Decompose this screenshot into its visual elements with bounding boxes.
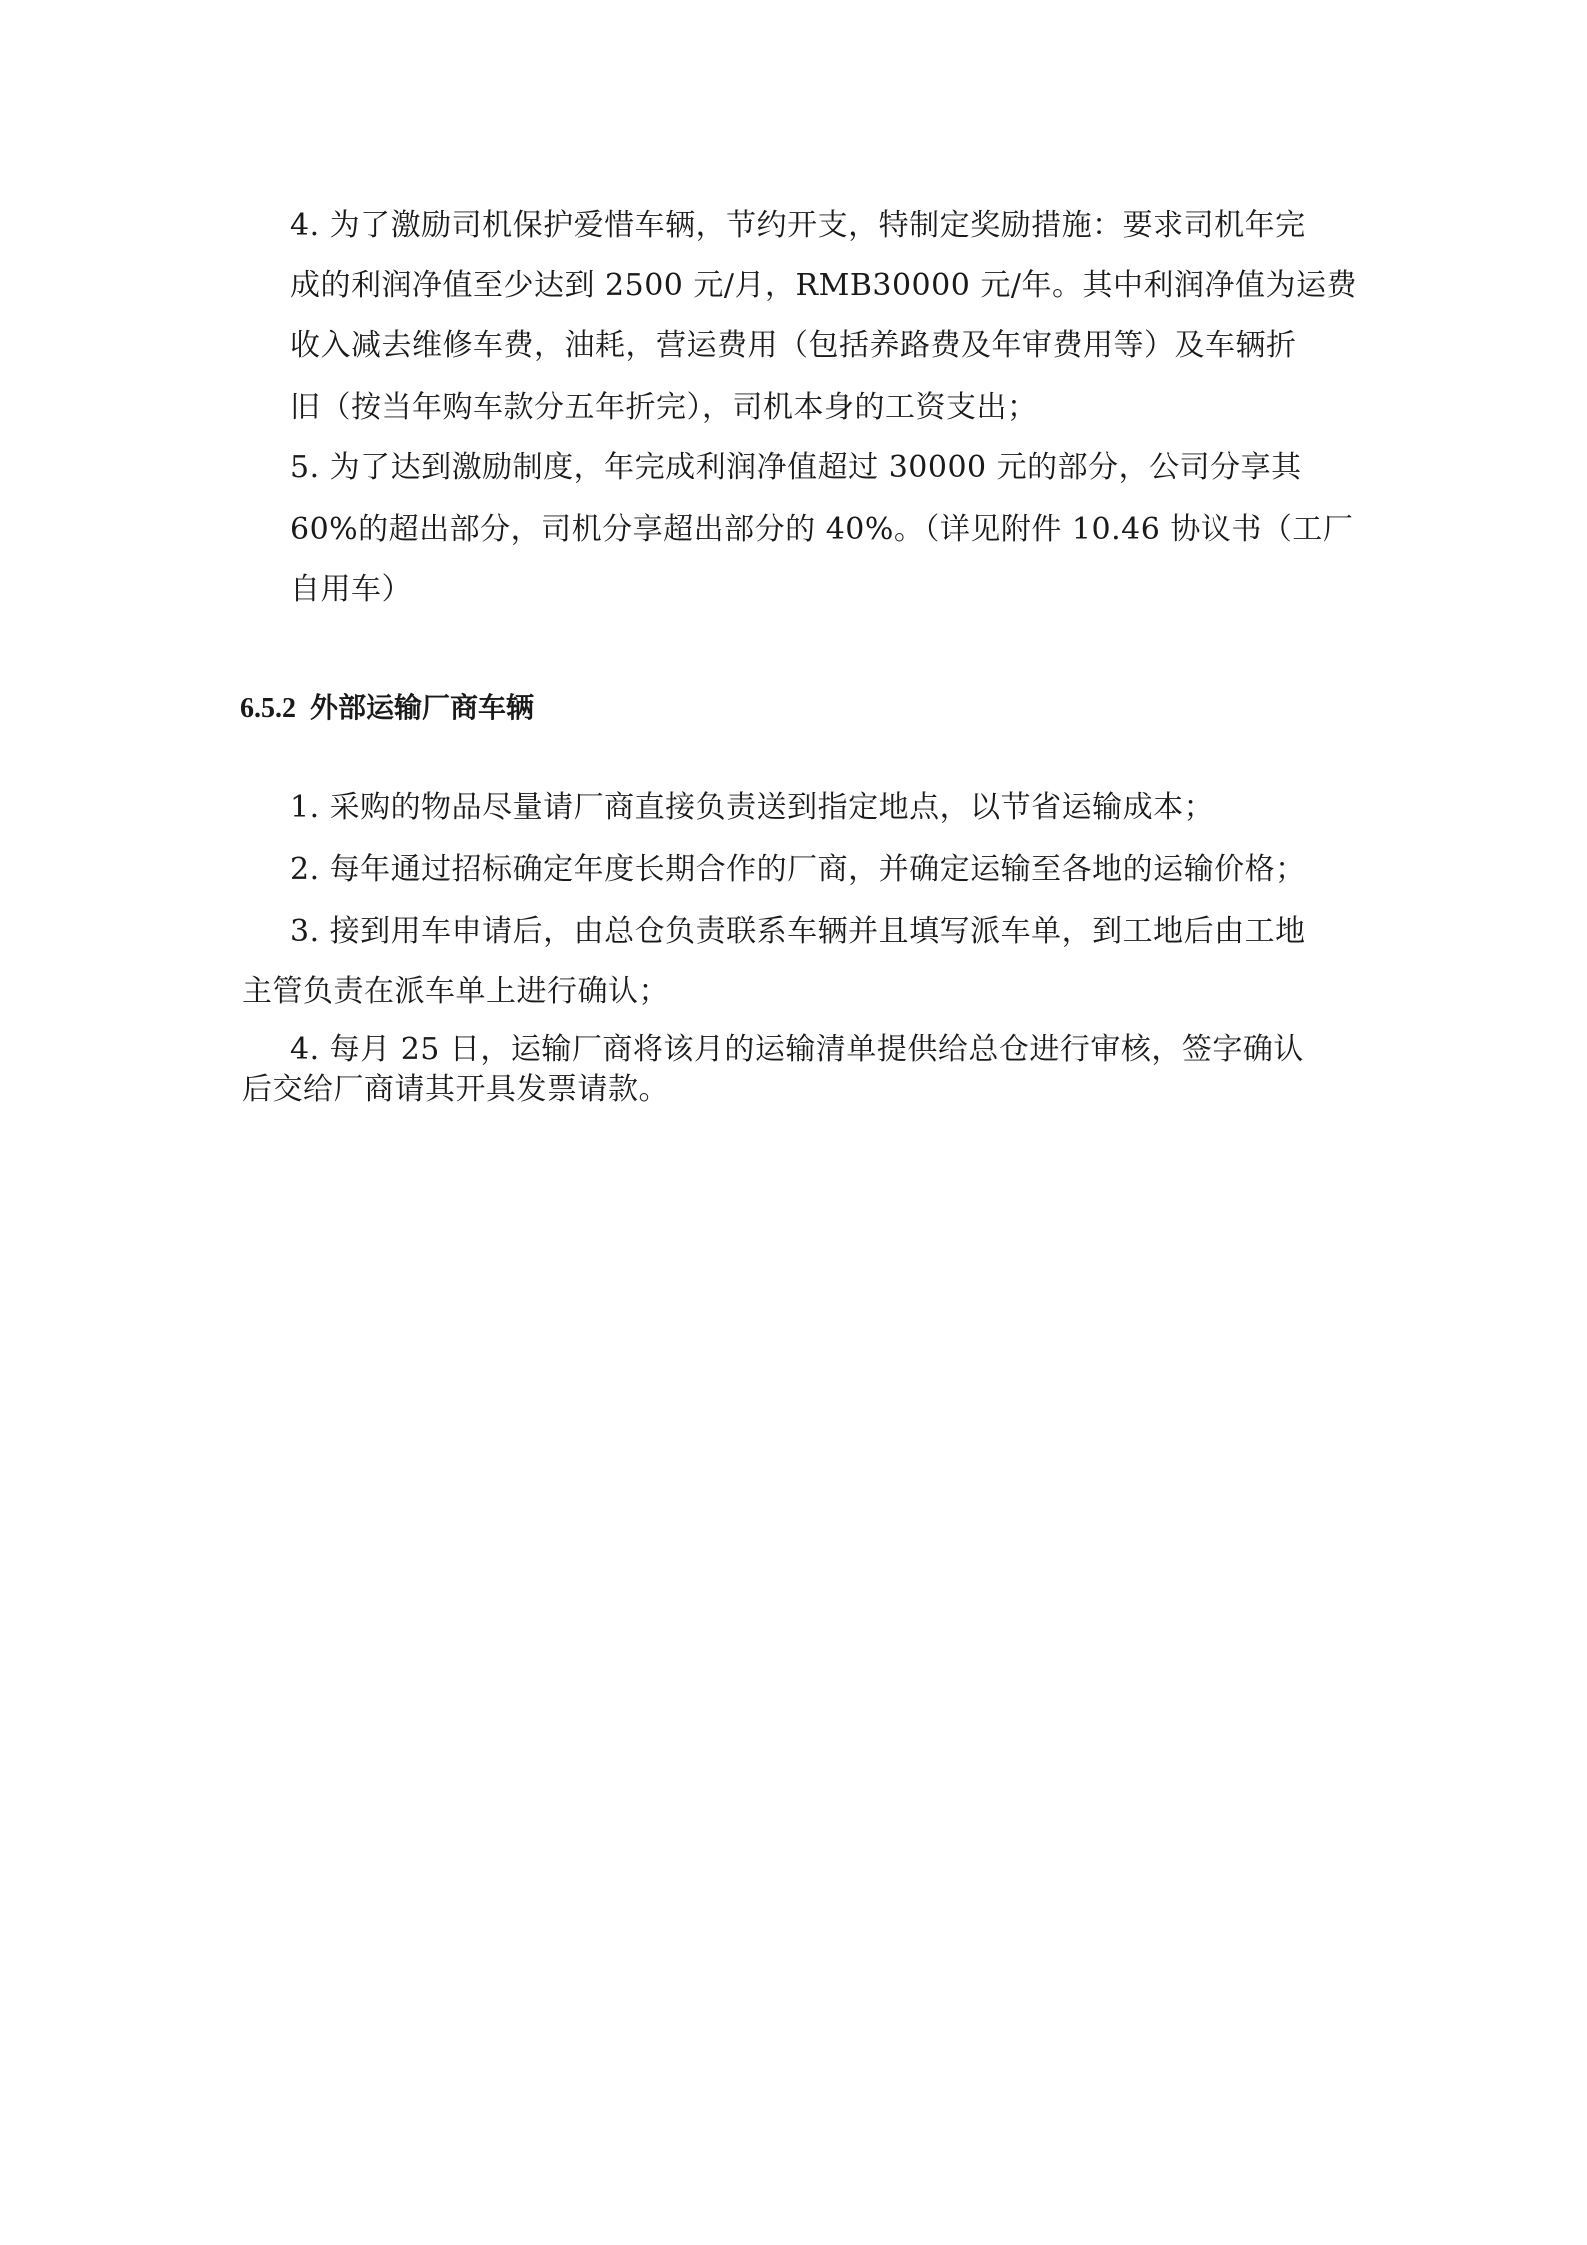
- item5-line2: 60%的超出部分，司机分享超出部分的 40%。（详见附件 10.46 协议书（工厂: [290, 512, 1354, 547]
- vendor-item4-line1: 4. 每月 25 日，运输厂商将该月的运输清单提供给总仓进行审核，签字确认: [290, 1032, 1304, 1067]
- item4-line1: 4. 为了激励司机保护爱惜车辆，节约开支，特制定奖励措施：要求司机年完: [290, 208, 1306, 243]
- vendor-item3-line1: 3. 接到用车申请后，由总仓负责联系车辆并且填写派车单，到工地后由工地: [290, 914, 1306, 949]
- vendor-item2: 2. 每年通过招标确定年度长期合作的厂商，并确定运输至各地的运输价格；: [290, 852, 1306, 887]
- item5-line1: 5. 为了达到激励制度，年完成利润净值超过 30000 元的部分，公司分享其: [290, 450, 1302, 485]
- item4-line3: 收入减去维修车费，油耗，营运费用（包括养路费及年审费用等）及车辆折: [290, 328, 1297, 363]
- section-heading: [240, 688, 534, 729]
- vendor-item3-line2: 主管负责在派车单上进行确认；: [242, 974, 669, 1009]
- item4-line2: 成的利润净值至少达到 2500 元/月，RMB30000 元/年。其中利润净值为运费: [290, 268, 1357, 303]
- section-number: 6.5.2: [240, 693, 296, 724]
- item4-line4: 旧（按当年购车款分五年折完），司机本身的工资支出；: [290, 390, 1038, 425]
- item5-line3: 自用车）: [290, 572, 412, 607]
- section-title: 外部运输厂商车辆: [310, 691, 535, 724]
- vendor-item4-line2: 后交给厂商请其开具发票请款。: [242, 1072, 669, 1107]
- vendor-item1: 1. 采购的物品尽量请厂商直接负责送到指定地点，以节省运输成本；: [290, 790, 1215, 825]
